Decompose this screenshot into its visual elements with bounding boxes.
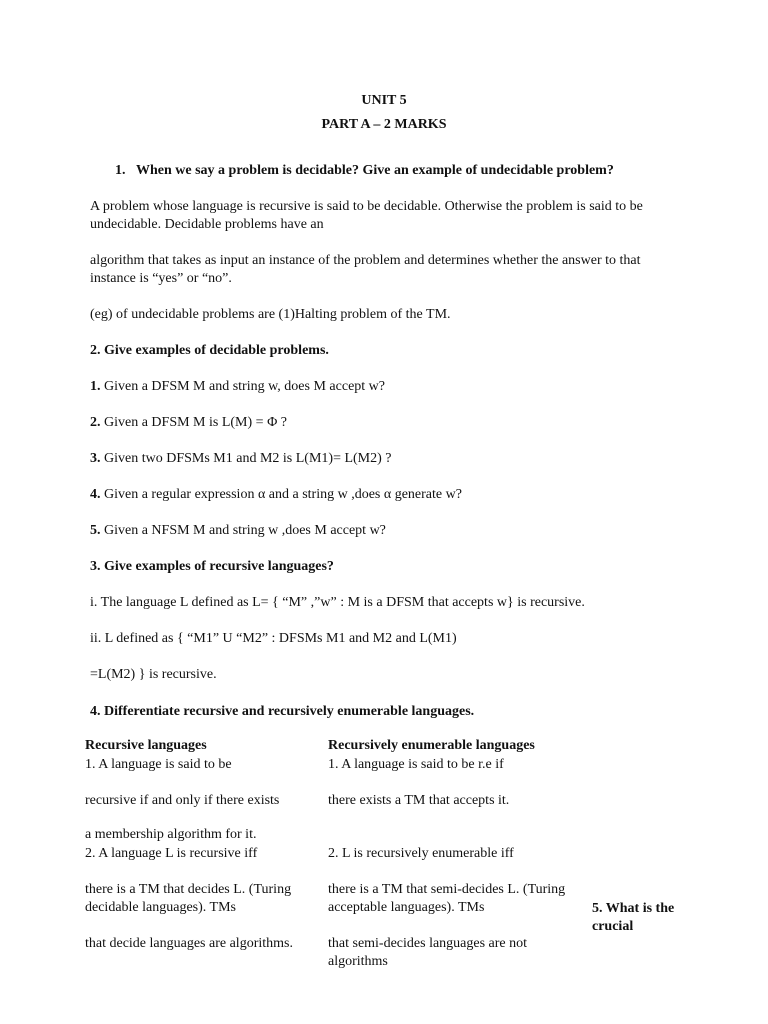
col1-row-1: 1. A language is said to be xyxy=(85,757,232,772)
q3-line-2: ii. L defined as { “M1” U “M2” : DFSMs M1 and M2 and L(M1) xyxy=(90,631,457,646)
q2-item-4-number: 4. xyxy=(90,487,101,502)
q1-answer-para3: (eg) of undecidable problems are (1)Halting problem of the TM. xyxy=(90,307,451,322)
q1-question: When we say a problem is decidable? Give an example of undecidable problem? xyxy=(136,163,614,178)
q2-item-2-number: 2. xyxy=(90,415,101,430)
unit-title: UNIT 5 xyxy=(361,93,407,108)
q2-item-1-number: 1. xyxy=(90,379,101,394)
q2-item-3-number: 3. xyxy=(90,451,101,466)
col1-row-4: 2. A language L is recursive iff xyxy=(85,846,258,861)
q2-item-1 xyxy=(90,378,385,396)
col1-row-2: recursive if and only if there exists xyxy=(85,793,280,808)
col2-row-3: 2. L is recursively enumerable iff xyxy=(328,846,514,861)
q2-item-4 xyxy=(90,486,462,504)
q2-item-5 xyxy=(90,522,386,540)
q2-item-2 xyxy=(90,414,287,432)
col2-row-1: 1. A language is said to be r.e if xyxy=(328,757,504,772)
col2-row-2: there exists a TM that accepts it. xyxy=(328,793,510,808)
q4-question: 4. Differentiate recursive and recursively enumerable languages. xyxy=(90,704,475,719)
q2-item-1-text: Given a DFSM M and string w, does M accept w? xyxy=(100,379,385,394)
q1-number: 1. xyxy=(115,163,126,178)
q2-item-2-text: Given a DFSM M is L(M) = Φ ? xyxy=(100,415,288,430)
q2-item-5-number: 5. xyxy=(90,523,101,538)
col1-row-6: that decide languages are algorithms. xyxy=(85,936,293,951)
col1-row-5: there is a TM that decides L. (Turing decidable languages). TMs xyxy=(85,882,292,915)
col2-row-4: there is a TM that semi-decides L. (Turing acceptable languages). TMs xyxy=(328,882,566,915)
q1-answer-para1: A problem whose language is recursive is said to be decidable. Otherwise the problem is said to be undecidable. Decidable problems have an xyxy=(90,199,643,232)
q3-question: 3. Give examples of recursive languages? xyxy=(90,559,334,574)
col2-header: Recursively enumerable languages xyxy=(328,738,535,753)
col2-row-5: that semi-decides languages are not algorithms xyxy=(328,936,528,969)
col1-row-3: a membership algorithm for it. xyxy=(85,827,257,842)
q2-item-4-text: Given a regular expression α and a string w ,does α generate w? xyxy=(100,487,462,502)
q2-item-5-text: Given a NFSM M and string w ,does M accept w? xyxy=(100,523,386,538)
q2-item-3-text: Given two DFSMs M1 and M2 is L(M1)= L(M2) ? xyxy=(100,451,392,466)
q3-line-1: i. The language L defined as L= { “M” ,”w” : M is a DFSM that accepts w} is recursive. xyxy=(90,595,585,610)
part-title: PART A – 2 MARKS xyxy=(321,117,447,132)
q3-line-3: =L(M2) } is recursive. xyxy=(90,667,217,682)
q5-question: 5. What is the crucial xyxy=(592,901,675,934)
q2-question: 2. Give examples of decidable problems. xyxy=(90,343,329,358)
q2-item-3 xyxy=(90,450,392,468)
q1-answer-para2: algorithm that takes as input an instance of the problem and determines whether the answer to that instance is “yes” or “no”. xyxy=(90,253,641,286)
col1-header: Recursive languages xyxy=(85,738,207,753)
